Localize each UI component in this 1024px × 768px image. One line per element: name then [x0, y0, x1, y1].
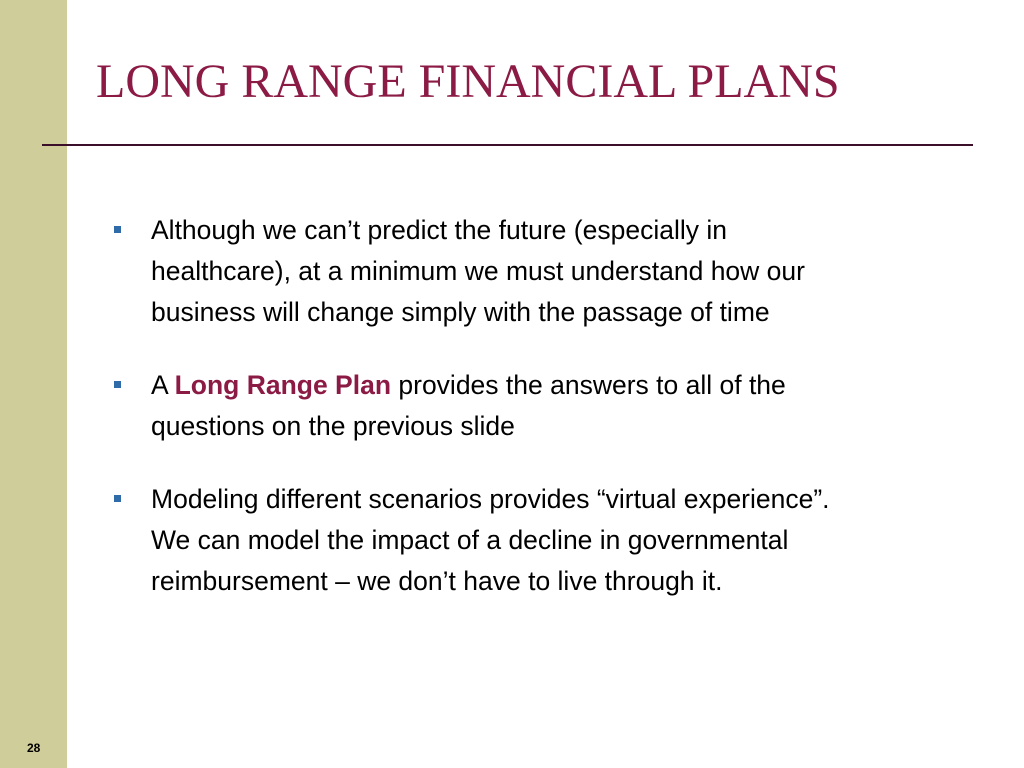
square-bullet-icon: [114, 226, 121, 233]
bullet-text: Modeling different scenarios provides “virtual experience”. We can model the impact of a decline in governmental reimbursement – we don’t have to live through it.: [151, 484, 845, 596]
slide-number: 28: [27, 741, 41, 755]
left-decorative-band: [0, 0, 67, 768]
bullet-item: [112, 210, 872, 333]
square-bullet-icon: [114, 381, 121, 388]
bullet-text-prefix: A: [151, 370, 175, 400]
bullet-item: [112, 365, 872, 447]
slide-title: LONG RANGE FINANCIAL PLANS: [96, 55, 840, 108]
bullet-emphasis: Long Range Plan: [174, 370, 392, 400]
bullet-text-suffix: provides the answers to all of the questions on the previous slide: [151, 370, 786, 441]
bullet-item: [112, 479, 872, 602]
square-bullet-icon: [114, 495, 121, 502]
bullet-list: [112, 210, 872, 634]
bullet-text: Although we can’t predict the future (especially in healthcare), at a minimum we must understand how our business will change simply with the passage of time: [151, 215, 805, 327]
title-divider: [42, 144, 973, 146]
